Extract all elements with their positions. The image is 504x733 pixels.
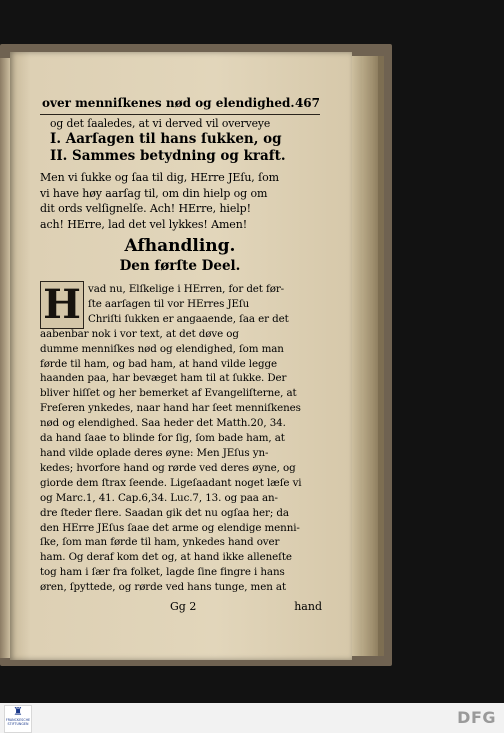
intro-line: og det ſaaledes, at vi derved vil overveye	[50, 117, 271, 130]
body-line: øren, ſpyttede, og rørde ved hans tunge, men at	[40, 581, 286, 594]
body-line: den HErre JEſus ſaae det arme og elendige menni-	[40, 521, 300, 534]
prayer-line: ach! HErre, lad det vel lykkes! Amen!	[40, 217, 248, 231]
body-text	[40, 282, 322, 595]
part-heading: Den førſte Deel.	[119, 258, 241, 274]
body-line: ſte aarſagen til vor HErres JEſu	[88, 297, 250, 310]
body-line: vad nu, Elſkelige i HErren, for det før-	[88, 283, 285, 295]
body-line: ham. Og deraf kom det og, at hand ikke alleneſte	[40, 551, 292, 564]
body-line: ſke, ſom man førde til ham, ynkedes hand over	[40, 536, 280, 549]
body-line: Freſeren ynkedes, naar hand har ſeet menniſkenes	[40, 402, 301, 415]
body-line: dre ſteder flere. Saadan gik det nu ogſaa her; da	[40, 506, 289, 519]
body-line: tog ham i ſær fra folket, lagde ſine fingre i hans	[40, 566, 285, 579]
viewer-footer-bar	[0, 703, 504, 733]
prayer-block	[40, 170, 320, 232]
prayer-line: vi have høy aarſag til, om din hielp og om	[40, 186, 268, 200]
dfg-logo[interactable]: DFG	[457, 708, 496, 727]
section-heading: Afhandling.	[124, 236, 236, 256]
catchword: hand	[294, 600, 322, 613]
body-line: bliver hiſſet og her bemerket af Evangeliſterne, at	[40, 387, 297, 400]
body-line: førde til ham, og bad ham, at hand vilde legge	[40, 357, 277, 370]
page-footer	[40, 600, 322, 616]
point-two: II. Sammes betydning og kraft.	[50, 148, 286, 165]
body-line: Chriſti ſukken er angaaende, ſaa er det	[88, 312, 289, 325]
body-line: kedes; hvorfore hand og rørde ved deres øyne, og	[40, 461, 296, 474]
signature-mark: Gg 2	[170, 600, 197, 613]
body-line: hand vilde oplade deres øyne: Men JEſus yn-	[40, 446, 269, 459]
page-stack-edge	[352, 56, 362, 656]
body-line: aabenbar nok i vor text, at det døve og	[40, 327, 239, 340]
library-logo-text: STIFTUNGEN	[7, 722, 29, 726]
page-stack-edge	[362, 56, 371, 656]
page-stack-edge	[371, 56, 378, 656]
body-line: nød og elendighed. Saa heder det Matth.20, 34.	[40, 417, 286, 430]
intro-block	[50, 116, 320, 165]
prayer-line: dit ords velſignelſe. Ach! HErre, hielp!	[40, 202, 251, 216]
page-number: 467	[294, 96, 320, 110]
drop-cap: H	[40, 281, 84, 329]
point-one: I. Aarſagen til hans ſukken, og	[50, 131, 282, 148]
body-line: giorde dem ſtrax ſeende. Ligeſaadant noget læſe vi	[40, 476, 302, 489]
library-logo[interactable]	[4, 705, 32, 733]
facing-page-sliver	[0, 58, 10, 658]
tower-icon: ♜	[13, 705, 23, 718]
running-title: over menniſkenes nød og elendighed.	[42, 96, 295, 110]
page-stack-edge	[378, 56, 384, 656]
body-line: haanden paa, har bevæget ham til at ſukke. Der	[40, 372, 287, 385]
body-line: og Marc.1, 41. Cap.6,34. Luc.7, 13. og paa an-	[40, 491, 278, 504]
body-line: dumme menniſkes nød og elendighed, ſom man	[40, 342, 284, 355]
library-logo-text: FRANCKESCHE	[5, 718, 31, 722]
running-header	[40, 96, 320, 115]
prayer-line: Men vi ſukke og ſaa til dig, HErre JEſu, ſom	[40, 171, 279, 184]
body-line: da hand ſaae to blinde for ſig, ſom bade ham, at	[40, 432, 285, 445]
